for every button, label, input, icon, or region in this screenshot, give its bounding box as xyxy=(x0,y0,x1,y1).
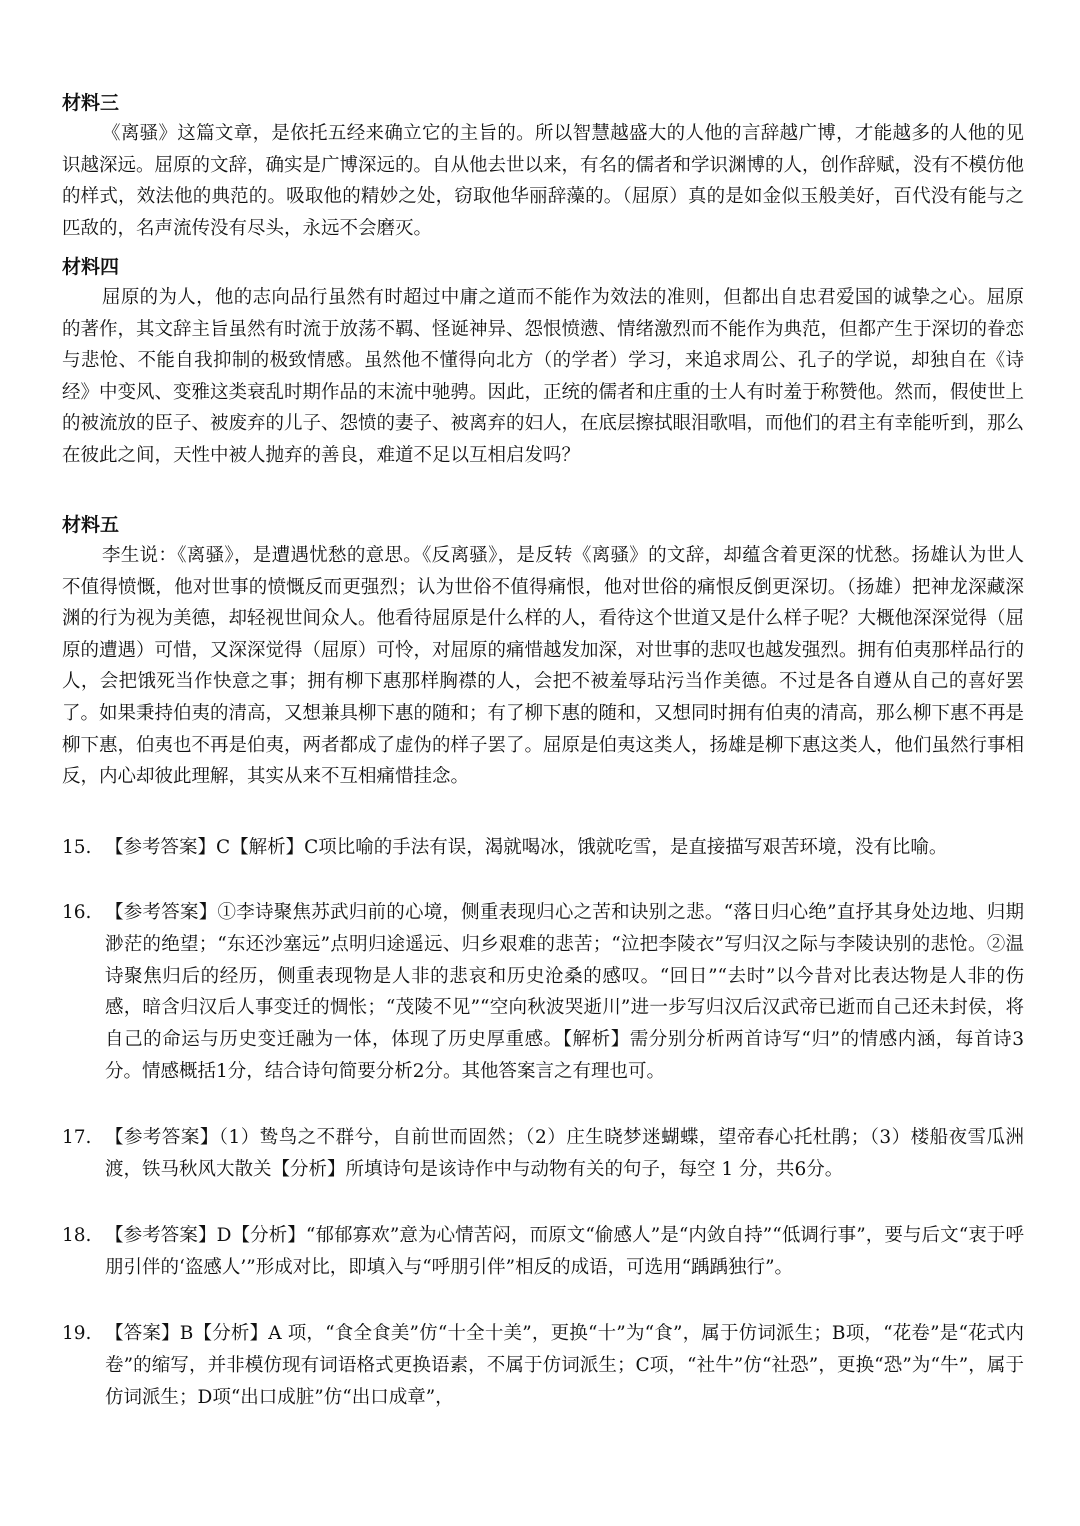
answer-text: 【参考答案】（1）鸷鸟之不群兮，自前世而固然；（2）庄生晓梦迷蝴蝶，望帝春心托杜鹃；（3）楼船夜雪瓜洲渡，铁马秋风大散关【分析】所填诗句是该诗作中与动物有关的句子，每空 1 分，共6分。 xyxy=(105,1127,1024,1180)
answer-item-19 xyxy=(62,1318,1024,1413)
answer-text: 【参考答案】C【解析】C项比喻的手法有误，渴就喝冰，饿就吃雪，是直接描写艰苦环境，没有比喻。 xyxy=(105,837,948,858)
material-five xyxy=(62,510,1024,793)
material-four-heading: 材料四 xyxy=(62,256,120,278)
answer-number: 17. xyxy=(62,1127,92,1148)
material-three xyxy=(62,88,1024,244)
answer-item-15 xyxy=(62,832,1024,864)
material-three-heading: 材料三 xyxy=(62,92,120,114)
material-four-text: 屈原的为人，他的志向品行虽然有时超过中庸之道而不能作为效法的准则，但都出自忠君爱国的诚挚之心。屈原的著作，其文辞主旨虽然有时流于放荡不羁、怪诞神异、怨恨愤懑、情绪激烈而不能作为典范，但都产生于深切的眷恋与悲怆、不能自我抑制的极致情感。虽然他不懂得向北方（的学者）学习，来追求周公、孔子的学说，却独自在《诗经》中变风、变雅这类衰乱时期作品的末流中驰骋。因此，正统的儒者和庄重的士人有时羞于称赞他。然而，假使世上的被流放的臣子、被废弃的儿子、怨愤的妻子、被离弃的妇人，在底层擦拭眼泪歌唱，而他们的君主有幸能听到，那么在彼此之间，天性中被人抛弃的善良，难道不足以互相启发吗？ xyxy=(62,287,1025,466)
material-five-heading: 材料五 xyxy=(62,514,120,536)
answer-text: 【答案】B【分析】A 项，“食全食美”仿“十全十美”，更换“十”为“食”，属于仿词派生；B项，“花卷”是“花式内卷”的缩写，并非模仿现有词语格式更换语素，不属于仿词派生；C项，“社牛”仿“社恐”，更换“恐”为“牛”，属于仿词派生；D项“出口成脏”仿“出口成章”， xyxy=(105,1323,1024,1408)
answer-item-17 xyxy=(62,1122,1024,1186)
answer-text: 【参考答案】①李诗聚焦苏武归前的心境，侧重表现归心之苦和诀别之悲。“落日归心绝”直抒其身处边地、归期渺茫的绝望；“东还沙塞远”点明归途遥远、归乡艰难的悲苦；“泣把李陵衣”写归汉之际与李陵诀别的悲怆。②温诗聚焦归后的经历，侧重表现物是人非的悲哀和历史沧桑的感叹。“回日”“去时”以今昔对比表达物是人非的伤感，暗含归汉后人事变迁的惆怅；“茂陵不见”“空向秋波哭逝川”进一步写归汉后汉武帝已逝而自己还未封侯，将自己的命运与历史变迁融为一体，体现了历史厚重感。【解析】需分别分析两首诗写“归”的情感内涵，每首诗3分。情感概括1分，结合诗句简要分析2分。其他答案言之有理也可。 xyxy=(105,902,1024,1082)
answer-text: 【参考答案】D【分析】“郁郁寡欢”意为心情苦闷，而原文“偷感人”是“内敛自持”“低调行事”，要与后文“衷于呼朋引伴的‘盗感人’”形成对比，即填入与“呼朋引伴”相反的成语，可选用“踽踽独行”。 xyxy=(105,1225,1024,1278)
answer-number: 15. xyxy=(62,837,92,858)
answer-number: 16. xyxy=(62,902,92,923)
material-four xyxy=(62,252,1024,472)
answer-item-16 xyxy=(62,897,1024,1088)
answer-number: 19. xyxy=(62,1323,92,1344)
answer-item-18 xyxy=(62,1220,1024,1284)
material-three-text: 《离骚》这篇文章，是依托五经来确立它的主旨的。所以智慧越盛大的人他的言辞越广博，才能越多的人他的见识越深远。屈原的文辞，确实是广博深远的。自从他去世以来，有名的儒者和学识渊博的人，创作辞赋，没有不模仿他的样式，效法他的典范的。吸取他的精妙之处，窃取他华丽辞藻的。（屈原）真的是如金似玉般美好，百代没有能与之匹敌的，名声流传没有尽头，永远不会磨灭。 xyxy=(62,123,1025,239)
material-five-text: 李生说：《离骚》，是遭遇忧愁的意思。《反离骚》，是反转《离骚》的文辞，却蕴含着更深的忧愁。扬雄认为世人不值得愤慨，他对世事的愤慨反而更强烈；认为世俗不值得痛恨，他对世俗的痛恨反倒更深切。（扬雄）把神龙深藏深渊的行为视为美德，却轻视世间众人。他看待屈原是什么样的人，看待这个世道又是什么样子呢？大概他深深觉得（屈原的遭遇）可惜，又深深觉得（屈原）可怜，对屈原的痛惜越发加深，对世事的悲叹也越发强烈。拥有伯夷那样品行的人，会把饿死当作快意之事；拥有柳下惠那样胸襟的人，会把不被羞辱玷污当作美德。不过是各自遵从自己的喜好罢了。如果秉持伯夷的清高，又想兼具柳下惠的随和；有了柳下惠的随和，又想同时拥有伯夷的清高，那么柳下惠不再是柳下惠，伯夷也不再是伯夷，两者都成了虚伪的样子罢了。屈原是伯夷这类人，扬雄是柳下惠这类人，他们虽然行事相反，内心却彼此理解，其实从来不互相痛惜挂念。 xyxy=(62,545,1025,788)
answer-number: 18. xyxy=(62,1225,92,1246)
